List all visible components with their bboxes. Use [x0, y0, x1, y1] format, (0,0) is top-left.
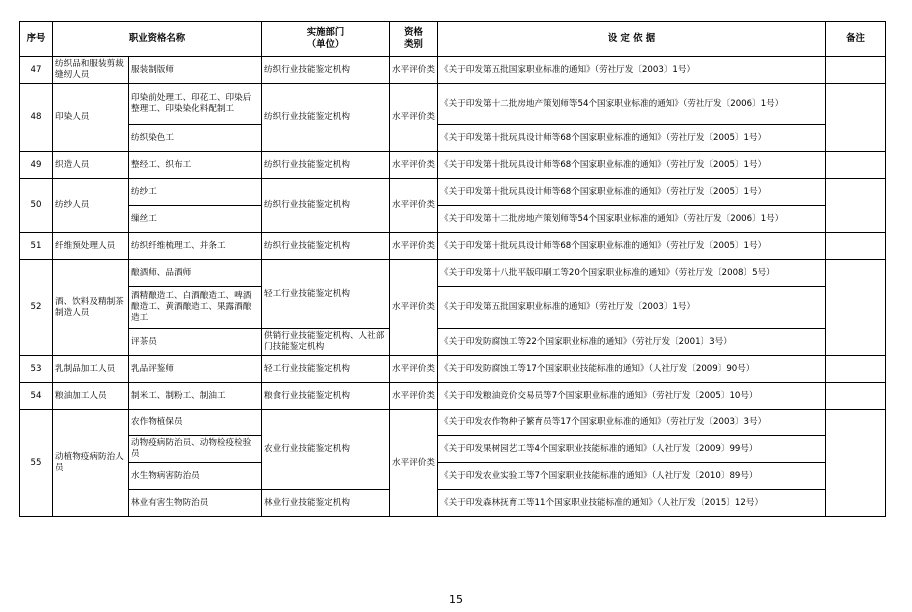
- row-seq: 50: [20, 179, 53, 233]
- row-dept: 纺织行业技能鉴定机构: [262, 179, 390, 233]
- page-number: 15: [449, 593, 463, 606]
- table-row: [20, 125, 886, 152]
- row-basis: 《关于印发粮油竞价交易员等7个国家职业标准的通知》（劳社厅发〔2005〕10号）: [438, 383, 826, 410]
- row-dept: 供销行业技能鉴定机构、人社部门技能鉴定机构: [262, 329, 390, 356]
- table-row: [20, 329, 886, 356]
- row-category: 水平评价类: [390, 383, 438, 410]
- row-dept: 轻工行业技能鉴定机构: [262, 260, 390, 329]
- header-dept: 实施部门 （单位）: [262, 22, 390, 57]
- row-remark: [826, 410, 886, 517]
- row-sub-name: 服装制版师: [129, 57, 262, 84]
- row-sub-name: 乳品评鉴师: [129, 356, 262, 383]
- row-dept: 农业行业技能鉴定机构: [262, 410, 390, 490]
- row-group: 纺纱人员: [53, 179, 129, 233]
- row-category: 水平评价类: [390, 233, 438, 260]
- row-group: 纺织品和服装剪裁缝纫人员: [53, 57, 129, 84]
- row-basis: 《关于印发农作物种子繁育员等17个国家职业标准的通知》（劳社厅发〔2003〕3号）: [438, 410, 826, 436]
- row-remark: [826, 233, 886, 260]
- row-basis: 《关于印发第十批玩具设计师等68个国家职业标准的通知》（劳社厅发〔2005〕1号）: [438, 125, 826, 152]
- row-sub-name: 印染前处理工、印花工、印染后整理工、印染染化料配制工: [129, 84, 262, 125]
- table-row: [20, 260, 886, 287]
- row-category: 水平评价类: [390, 410, 438, 517]
- table-row: [20, 179, 886, 206]
- row-basis: 《关于印发第十批玩具设计师等68个国家职业标准的通知》（劳社厅发〔2005〕1号）: [438, 152, 826, 179]
- row-seq: 51: [20, 233, 53, 260]
- row-group: 纤维预处理人员: [53, 233, 129, 260]
- row-group: 织造人员: [53, 152, 129, 179]
- table-row: [20, 463, 886, 490]
- table-header-row: [20, 22, 886, 57]
- row-remark: [826, 383, 886, 410]
- row-dept: 纺织行业技能鉴定机构: [262, 233, 390, 260]
- row-sub-name: 纺纱工: [129, 179, 262, 206]
- row-basis: 《关于印发防腐蚀工等22个国家职业标准的通知》（劳社厅发〔2001〕3号）: [438, 329, 826, 356]
- row-remark: [826, 152, 886, 179]
- row-group: 印染人员: [53, 84, 129, 152]
- table-row: [20, 436, 886, 463]
- row-sub-name: 整经工、织布工: [129, 152, 262, 179]
- table-row: [20, 287, 886, 329]
- header-basis: 设 定 依 据: [438, 22, 826, 57]
- row-basis: 《关于印发第十八批平版印刷工等20个国家职业标准的通知》（劳社厅发〔2008〕5号）: [438, 260, 826, 287]
- row-dept: 粮食行业技能鉴定机构: [262, 383, 390, 410]
- row-group: 动植物疫病防治人员: [53, 410, 129, 517]
- row-seq: 53: [20, 356, 53, 383]
- table-row: [20, 152, 886, 179]
- row-basis: 《关于印发农业实验工等7个国家职业技能标准的通知》（人社厅发〔2010〕89号）: [438, 463, 826, 490]
- table-row: [20, 84, 886, 125]
- table-row: [20, 490, 886, 517]
- row-seq: 54: [20, 383, 53, 410]
- row-sub-name: 林业有害生物防治员: [129, 490, 262, 517]
- row-category: 水平评价类: [390, 57, 438, 84]
- table-row: [20, 383, 886, 410]
- row-category: 水平评价类: [390, 179, 438, 233]
- row-sub-name: 动物疫病防治员、动物检疫检验员: [129, 436, 262, 463]
- qualification-table: [19, 21, 886, 517]
- row-group: 乳制品加工人员: [53, 356, 129, 383]
- header-remark: 备注: [826, 22, 886, 57]
- row-group: 酒、饮料及精制茶制造人员: [53, 260, 129, 356]
- row-remark: [826, 179, 886, 233]
- row-remark: [826, 356, 886, 383]
- row-category: 水平评价类: [390, 356, 438, 383]
- row-category: 水平评价类: [390, 260, 438, 356]
- row-remark: [826, 57, 886, 84]
- row-sub-name: 农作物植保员: [129, 410, 262, 436]
- row-sub-name: 制米工、制粉工、制油工: [129, 383, 262, 410]
- row-seq: 47: [20, 57, 53, 84]
- row-sub-name: 评茶员: [129, 329, 262, 356]
- table-row: [20, 57, 886, 84]
- table-row: [20, 233, 886, 260]
- table-row: [20, 356, 886, 383]
- table-row: [20, 410, 886, 436]
- header-name: 职业资格名称: [53, 22, 262, 57]
- row-category: 水平评价类: [390, 152, 438, 179]
- row-basis: 《关于印发第五批国家职业标准的通知》（劳社厅发〔2003〕1号）: [438, 57, 826, 84]
- row-seq: 52: [20, 260, 53, 356]
- row-basis: 《关于印发果树园艺工等4个国家职业技能标准的通知》（人社厅发〔2009〕99号）: [438, 436, 826, 463]
- header-seq: 序号: [20, 22, 53, 57]
- row-remark: [826, 84, 886, 152]
- row-basis: 《关于印发第十二批房地产策划师等54个国家职业标准的通知》（劳社厅发〔2006〕1号）: [438, 206, 826, 233]
- row-group: 粮油加工人员: [53, 383, 129, 410]
- table-row: [20, 206, 886, 233]
- row-sub-name: 纺织纤维梳理工、并条工: [129, 233, 262, 260]
- row-seq: 48: [20, 84, 53, 152]
- row-dept: 纺织行业技能鉴定机构: [262, 57, 390, 84]
- row-seq: 49: [20, 152, 53, 179]
- row-basis: 《关于印发森林抚育工等11个国家职业技能标准的通知》（人社厅发〔2015〕12号）: [438, 490, 826, 517]
- row-sub-name: 酿酒师、品酒师: [129, 260, 262, 287]
- row-sub-name: 水生物病害防治员: [129, 463, 262, 490]
- row-dept: 纺织行业技能鉴定机构: [262, 84, 390, 152]
- row-basis: 《关于印发第十二批房地产策划师等54个国家职业标准的通知》（劳社厅发〔2006〕1号）: [438, 84, 826, 125]
- row-dept: 林业行业技能鉴定机构: [262, 490, 390, 517]
- header-category: 资格 类别: [390, 22, 438, 57]
- row-basis: 《关于印发第十批玩具设计师等68个国家职业标准的通知》（劳社厅发〔2005〕1号）: [438, 179, 826, 206]
- row-seq: 55: [20, 410, 53, 517]
- row-sub-name: 酒精酿造工、白酒酿造工、啤酒酿造工、黄酒酿造工、果露酒酿造工: [129, 287, 262, 329]
- row-basis: 《关于印发第十批玩具设计师等68个国家职业标准的通知》（劳社厅发〔2005〕1号）: [438, 233, 826, 260]
- row-basis: 《关于印发防腐蚀工等17个国家职业技能标准的通知》（人社厅发〔2009〕90号）: [438, 356, 826, 383]
- row-category: 水平评价类: [390, 84, 438, 152]
- row-dept: 轻工行业技能鉴定机构: [262, 356, 390, 383]
- row-sub-name: 缫丝工: [129, 206, 262, 233]
- row-sub-name: 纺织染色工: [129, 125, 262, 152]
- row-remark: [826, 260, 886, 356]
- row-dept: 纺织行业技能鉴定机构: [262, 152, 390, 179]
- row-basis: 《关于印发第五批国家职业标准的通知》（劳社厅发〔2003〕1号）: [438, 287, 826, 329]
